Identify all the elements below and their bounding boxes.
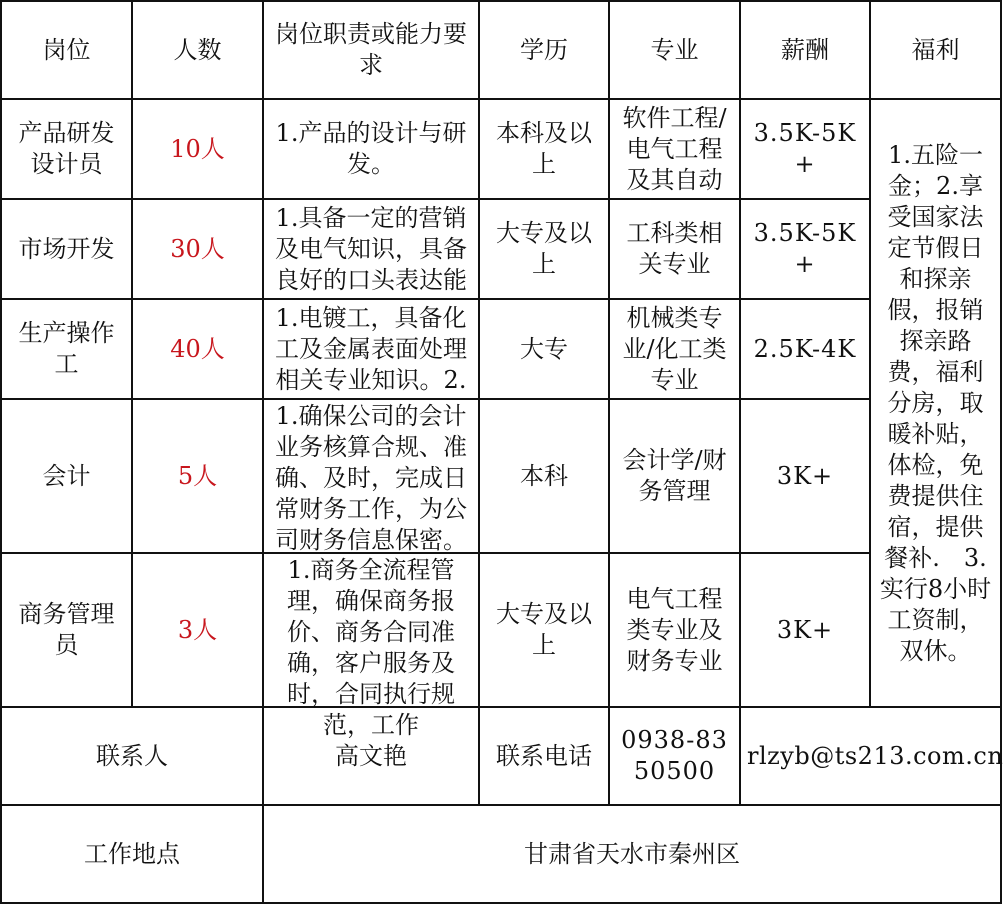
position-cell: 生产操作工 bbox=[1, 299, 132, 399]
position-cell: 商务管理员 bbox=[1, 553, 132, 707]
duty-cell bbox=[263, 99, 479, 199]
education-cell: 大专及以上 bbox=[479, 553, 609, 707]
table-row bbox=[1, 553, 1001, 707]
count-cell: 40人 bbox=[132, 299, 263, 399]
header-salary: 薪酬 bbox=[740, 1, 870, 99]
table-row bbox=[1, 399, 1001, 553]
contact-label: 联系人 bbox=[1, 707, 263, 805]
count-cell: 3人 bbox=[132, 553, 263, 707]
salary-cell: 2.5K-4K bbox=[740, 299, 870, 399]
count-cell: 10人 bbox=[132, 99, 263, 199]
header-education: 学历 bbox=[479, 1, 609, 99]
duty-text: 1.产品的设计与研发。 bbox=[275, 119, 467, 178]
position-cell: 会计 bbox=[1, 399, 132, 553]
duty-text: 1.商务全流程管理，确保商务报价、商务合同准确，客户服务及时，合同执行规范，工作 bbox=[287, 556, 455, 739]
major-cell bbox=[609, 199, 740, 299]
phone-label: 联系电话 bbox=[479, 707, 609, 805]
header-row bbox=[1, 1, 1001, 99]
salary-cell: 3.5K-5K+ bbox=[740, 99, 870, 199]
contact-name: 高文艳 bbox=[263, 707, 479, 805]
duty-cell bbox=[263, 299, 479, 399]
major-cell: 会计学/财务管理 bbox=[609, 399, 740, 553]
major-text: 工科类相关专业 bbox=[626, 219, 723, 278]
header-benefits: 福利 bbox=[870, 1, 1001, 99]
education-cell: 大专 bbox=[479, 299, 609, 399]
major-text: 机械类专业/化工类专业 bbox=[622, 303, 727, 394]
phone-number: 0938-8350500 bbox=[609, 707, 740, 805]
location-label: 工作地点 bbox=[1, 805, 263, 903]
header-duty: 岗位职责或能力要求 bbox=[263, 1, 479, 99]
duty-cell bbox=[263, 399, 479, 553]
major-cell bbox=[609, 99, 740, 199]
count-cell: 5人 bbox=[132, 399, 263, 553]
education-cell: 本科 bbox=[479, 399, 609, 553]
salary-cell: 3K+ bbox=[740, 399, 870, 553]
position-cell: 市场开发 bbox=[1, 199, 132, 299]
location-value: 甘肃省天水市秦州区 bbox=[263, 805, 1001, 903]
duty-cell bbox=[263, 553, 479, 739]
salary-cell: 3K+ bbox=[740, 553, 870, 707]
count-cell: 30人 bbox=[132, 199, 263, 299]
salary-cell: 3.5K-5K+ bbox=[740, 199, 870, 299]
major-text: 软件工程/电气工程及其自动 bbox=[622, 103, 727, 194]
education-cell: 本科及以上 bbox=[479, 99, 609, 199]
header-position: 岗位 bbox=[1, 1, 132, 99]
duty-text: 1.确保公司的会计业务核算合规、准确、及时，完成日常财务工作，为公司财务信息保密。 bbox=[275, 402, 467, 554]
duty-text: 1.具备一定的营销及电气知识，具备良好的口头表达能 bbox=[275, 203, 467, 294]
major-cell bbox=[609, 299, 740, 399]
table-row bbox=[1, 299, 1001, 399]
header-major: 专业 bbox=[609, 1, 740, 99]
table-row bbox=[1, 199, 1001, 299]
email-address: rlzyb@ts213.com.cn bbox=[740, 707, 1001, 805]
duty-text: 1.电镀工，具备化工及金属表面处理相关专业知识。2. bbox=[275, 303, 467, 394]
major-cell: 电气工程类专业及财务专业 bbox=[609, 553, 740, 707]
education-cell: 大专及以上 bbox=[479, 199, 609, 299]
location-row bbox=[1, 805, 1001, 903]
header-count: 人数 bbox=[132, 1, 263, 99]
contact-row bbox=[1, 707, 1001, 805]
benefits-cell: 1.五险一金；2.享受国家法定节假日和探亲假，报销探亲路费，福利分房，取暖补贴，体检，免费提供住宿，提供餐补. 3.实行8小时工资制，双休。 bbox=[870, 99, 1001, 707]
duty-cell bbox=[263, 199, 479, 299]
table-row bbox=[1, 99, 1001, 199]
position-cell: 产品研发设计员 bbox=[1, 99, 132, 199]
